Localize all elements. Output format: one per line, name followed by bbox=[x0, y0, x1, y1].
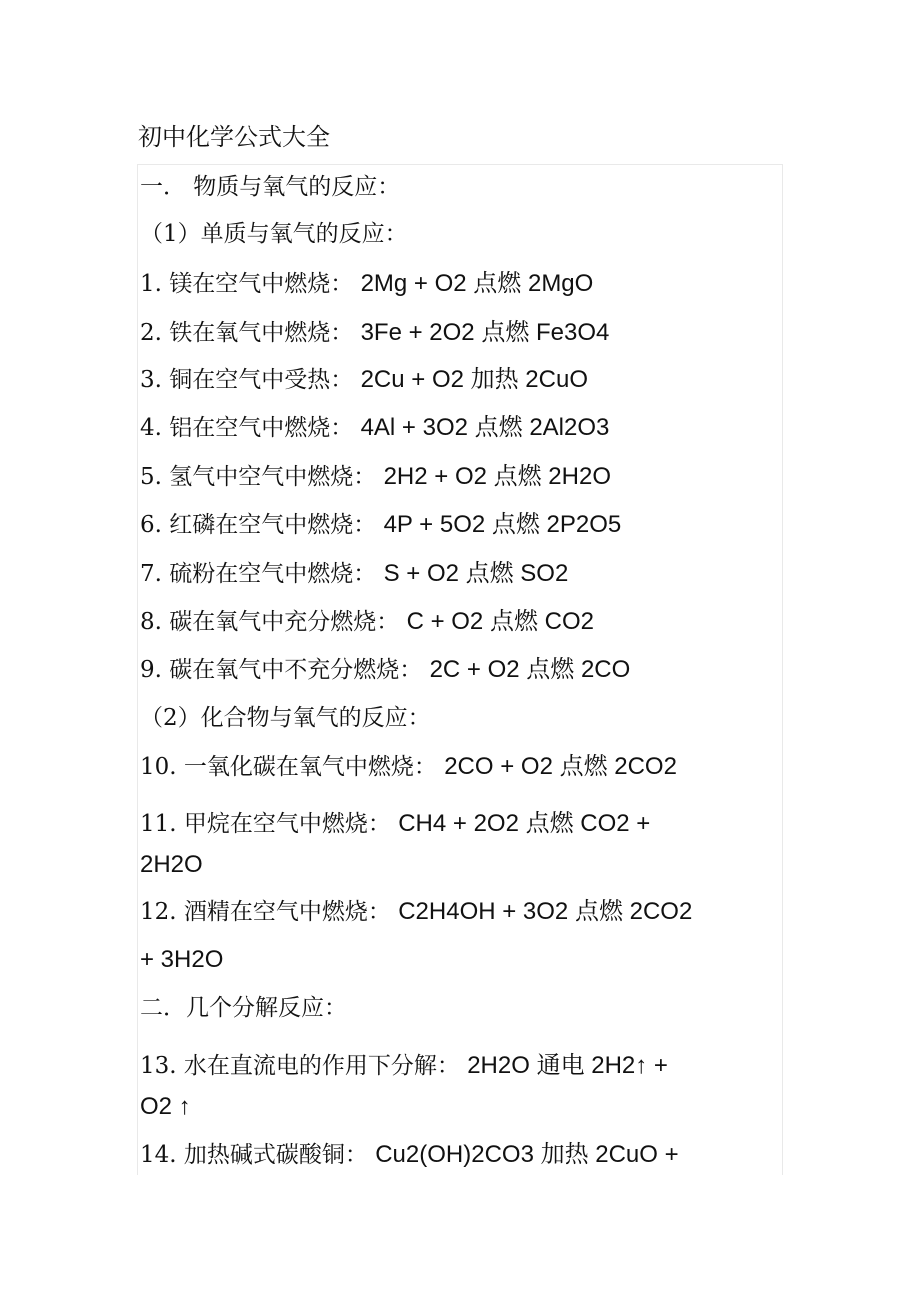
formula-line-3 bbox=[140, 364, 588, 396]
line-text: （2）化合物与氧气的反应： bbox=[140, 705, 431, 731]
equation: Cu2(OH)2CO3 加热 2CuO + bbox=[375, 1141, 679, 1168]
equation: C + O2 点燃 CO2 bbox=[406, 608, 594, 635]
section-heading-oxygen-reactions bbox=[140, 171, 400, 203]
line-text: 7. 硫粉在空气中燃烧： bbox=[140, 561, 384, 587]
formula-line-1 bbox=[140, 268, 593, 300]
formula-line-13-continued bbox=[140, 1091, 191, 1123]
line-text: （1）单质与氧气的反应： bbox=[140, 221, 408, 247]
line-text: 5. 氢气中空气中燃烧： bbox=[140, 464, 384, 490]
line-text: 3. 铜在空气中受热： bbox=[140, 367, 361, 393]
line-text: 14. 加热碱式碳酸铜： bbox=[140, 1142, 376, 1168]
subsection-heading-compounds bbox=[140, 702, 431, 734]
line-text: 一． 物质与氧气的反应： bbox=[140, 174, 401, 200]
formula-line-5 bbox=[140, 461, 611, 493]
formula-line-8 bbox=[140, 606, 594, 638]
formula-line-12-continued bbox=[140, 944, 223, 976]
equation: 4Al + 3O2 点燃 2Al2O3 bbox=[360, 414, 610, 441]
subsection-heading-elements bbox=[140, 218, 408, 250]
page-title: 初中化学公式大全 bbox=[138, 123, 330, 151]
line-text: 2. 铁在氧气中燃烧： bbox=[140, 320, 361, 346]
line-text: 二．几个分解反应： bbox=[140, 995, 347, 1021]
line-text: 12. 酒精在空气中燃烧： bbox=[140, 899, 399, 925]
equation: S + O2 点燃 SO2 bbox=[383, 560, 569, 587]
line-text: 13. 水在直流电的作用下分解： bbox=[140, 1053, 468, 1079]
equation: 2C + O2 点燃 2CO bbox=[429, 656, 631, 683]
line-text: 11. 甲烷在空气中燃烧： bbox=[140, 811, 399, 837]
formula-line-14 bbox=[140, 1139, 679, 1171]
section-heading-decomposition bbox=[140, 992, 347, 1024]
formula-line-7 bbox=[140, 558, 568, 590]
line-text: 1. 镁在空气中燃烧： bbox=[140, 271, 361, 297]
formula-line-13 bbox=[140, 1050, 668, 1082]
formula-line-11-continued bbox=[140, 849, 203, 881]
equation: 2H2O 通电 2H2↑ + bbox=[467, 1052, 668, 1079]
formula-line-4 bbox=[140, 412, 609, 444]
equation: 2Mg + O2 点燃 2MgO bbox=[360, 270, 594, 297]
line-text: 9. 碳在氧气中不充分燃烧： bbox=[140, 657, 430, 683]
line-text: 8. 碳在氧气中充分燃烧： bbox=[140, 609, 407, 635]
formula-line-11 bbox=[140, 808, 650, 840]
line-text: 10. 一氧化碳在氧气中燃烧： bbox=[140, 754, 445, 780]
formula-line-10 bbox=[140, 751, 677, 783]
formula-list bbox=[137, 164, 783, 1175]
formula-line-12 bbox=[140, 896, 692, 928]
equation: 3Fe + 2O2 点燃 Fe3O4 bbox=[360, 319, 610, 346]
equation: O2 ↑ bbox=[140, 1093, 191, 1120]
equation: 4P + 5O2 点燃 2P2O5 bbox=[383, 511, 622, 538]
equation: 2H2 + O2 点燃 2H2O bbox=[383, 463, 612, 490]
line-text: 4. 铝在空气中燃烧： bbox=[140, 415, 361, 441]
equation: + 3H2O bbox=[140, 946, 224, 973]
formula-line-9 bbox=[140, 654, 630, 686]
equation: 2Cu + O2 加热 2CuO bbox=[360, 366, 589, 393]
equation: 2H2O bbox=[140, 851, 203, 878]
equation: CH4 + 2O2 点燃 CO2 + bbox=[398, 810, 651, 837]
formula-line-2 bbox=[140, 317, 609, 349]
line-text: 6. 红磷在空气中燃烧： bbox=[140, 512, 384, 538]
equation: 2CO + O2 点燃 2CO2 bbox=[444, 753, 677, 780]
equation: C2H4OH + 3O2 点燃 2CO2 bbox=[398, 898, 693, 925]
formula-line-6 bbox=[140, 509, 621, 541]
